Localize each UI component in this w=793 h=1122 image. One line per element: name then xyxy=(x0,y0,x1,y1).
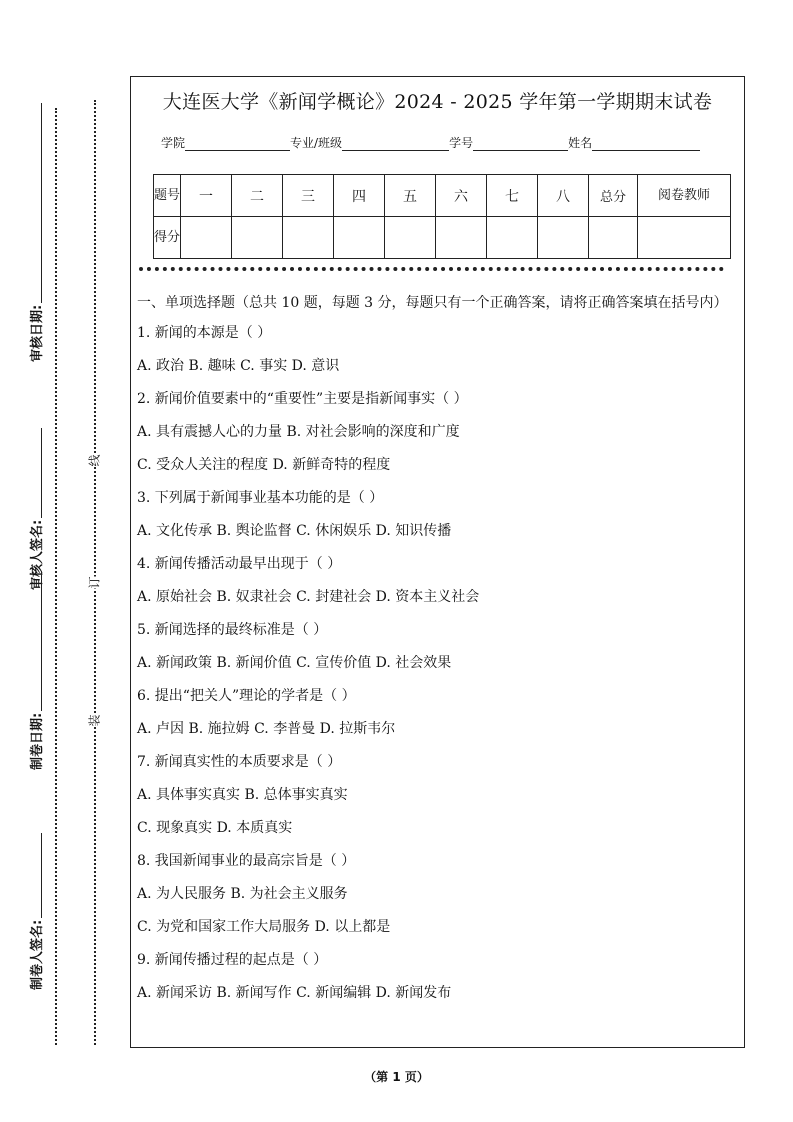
options-line: A. 新闻政策 B. 新闻价值 C. 宣传价值 D. 社会效果 xyxy=(137,655,452,671)
options-line: A. 卢因 B. 施拉姆 C. 李普曼 D. 拉斯韦尔 xyxy=(137,721,396,737)
binding-mark-line: 线 xyxy=(84,454,105,466)
options-line: A. 为人民服务 B. 为社会主义服务 xyxy=(137,886,348,902)
question-section xyxy=(137,292,737,1015)
column-1: 一 xyxy=(181,175,232,217)
dotted-separator xyxy=(139,267,724,271)
score-table-header-row xyxy=(154,175,731,217)
name-label: 姓名 xyxy=(568,136,593,150)
question-line: 6. 提出“把关人”理论的学者是（ ） xyxy=(137,688,356,704)
score-cell[interactable] xyxy=(232,217,283,259)
score-table-score-row xyxy=(154,217,731,259)
question-line: 2. 新闻价值要素中的“重要性”主要是指新闻事实（ ） xyxy=(137,391,468,407)
binding-margin xyxy=(0,0,125,1122)
options-line: A. 政治 B. 趣味 C. 事实 D. 意识 xyxy=(137,358,340,374)
options-line: A. 原始社会 B. 奴隶社会 C. 封建社会 D. 资本主义社会 xyxy=(137,589,480,605)
exam-frame xyxy=(130,76,745,1048)
major-input[interactable] xyxy=(342,138,449,151)
options-line: A. 具体事实真实 B. 总体事实真实 xyxy=(137,787,348,803)
total-score-cell[interactable] xyxy=(589,217,638,259)
score-cell[interactable] xyxy=(181,217,232,259)
inner-dotted-line xyxy=(94,100,96,1045)
question-line: 8. 我国新闻事业的最高宗旨是（ ） xyxy=(137,853,356,869)
question-line: 1. 新闻的本源是（ ） xyxy=(137,325,272,341)
student-id-input[interactable] xyxy=(473,138,568,151)
student-info-line xyxy=(161,134,700,151)
name-input[interactable] xyxy=(592,138,700,151)
column-2: 二 xyxy=(232,175,283,217)
major-label: 专业/班级 xyxy=(290,136,343,150)
question-line: 9. 新闻传播过程的起点是（ ） xyxy=(137,952,328,968)
teacher-sign-cell[interactable] xyxy=(638,217,731,259)
section-heading: 一、单项选择题（总共 10 题，每题 3 分，每题只有一个正确答案，请将正确答案填在括号内） xyxy=(137,295,728,311)
question-line: 5. 新闻选择的最终标准是（ ） xyxy=(137,622,328,638)
score-table xyxy=(153,174,731,259)
score-cell[interactable] xyxy=(334,217,385,259)
score-cell[interactable] xyxy=(436,217,487,259)
options-line: C. 为党和国家工作大局服务 D. 以上都是 xyxy=(137,919,391,935)
maker-sign-field[interactable] xyxy=(26,833,45,990)
exam-title: 大连医大学《新闻学概论》2024 - 2025 学年第一学期期末试卷 xyxy=(162,91,713,113)
column-5: 五 xyxy=(385,175,436,217)
column-7: 七 xyxy=(487,175,538,217)
reviewer-sign-field[interactable] xyxy=(26,428,45,590)
question-line: 3. 下列属于新闻事业基本功能的是（ ） xyxy=(137,490,384,506)
score-cell[interactable] xyxy=(487,217,538,259)
question-line: 4. 新闻传播活动最早出现于（ ） xyxy=(137,556,342,572)
college-input[interactable] xyxy=(185,138,290,151)
options-line: A. 文化传承 B. 舆论监督 C. 休闲娱乐 D. 知识传播 xyxy=(137,523,452,539)
total-label: 总分 xyxy=(589,175,638,217)
score-cell[interactable] xyxy=(385,217,436,259)
maker-date-field[interactable] xyxy=(26,571,45,770)
options-line: C. 现象真实 D. 本质真实 xyxy=(137,820,293,836)
options-line: C. 受众人关注的程度 D. 新鲜奇特的程度 xyxy=(137,457,391,473)
column-4: 四 xyxy=(334,175,385,217)
options-line: A. 具有震撼人心的力量 B. 对社会影响的深度和广度 xyxy=(137,424,460,440)
question-line: 7. 新闻真实性的本质要求是（ ） xyxy=(137,754,342,770)
options-line: A. 新闻采访 B. 新闻写作 C. 新闻编辑 D. 新闻发布 xyxy=(137,985,452,1001)
binding-mark-ding: 订 xyxy=(84,576,105,588)
outer-dotted-line xyxy=(55,108,57,1045)
reviewer-date-label: 审核日期: xyxy=(30,304,45,362)
reviewer-sign-label: 审核人签名: xyxy=(30,519,45,590)
student-id-label: 学号 xyxy=(449,136,474,150)
maker-sign-label: 制卷人签名: xyxy=(30,919,45,990)
question-number-label: 题号 xyxy=(154,175,181,217)
binding-mark-zhuang: 装 xyxy=(84,714,105,726)
teacher-label: 阅卷教师 xyxy=(638,175,731,217)
score-cell[interactable] xyxy=(283,217,334,259)
reviewer-date-field[interactable] xyxy=(26,103,45,362)
page-number: （第 1 页） xyxy=(364,1070,429,1084)
score-cell[interactable] xyxy=(538,217,589,259)
college-label: 学院 xyxy=(161,136,186,150)
column-6: 六 xyxy=(436,175,487,217)
column-3: 三 xyxy=(283,175,334,217)
score-label: 得分 xyxy=(154,217,181,259)
maker-date-label: 制卷日期: xyxy=(30,712,45,770)
column-8: 八 xyxy=(538,175,589,217)
